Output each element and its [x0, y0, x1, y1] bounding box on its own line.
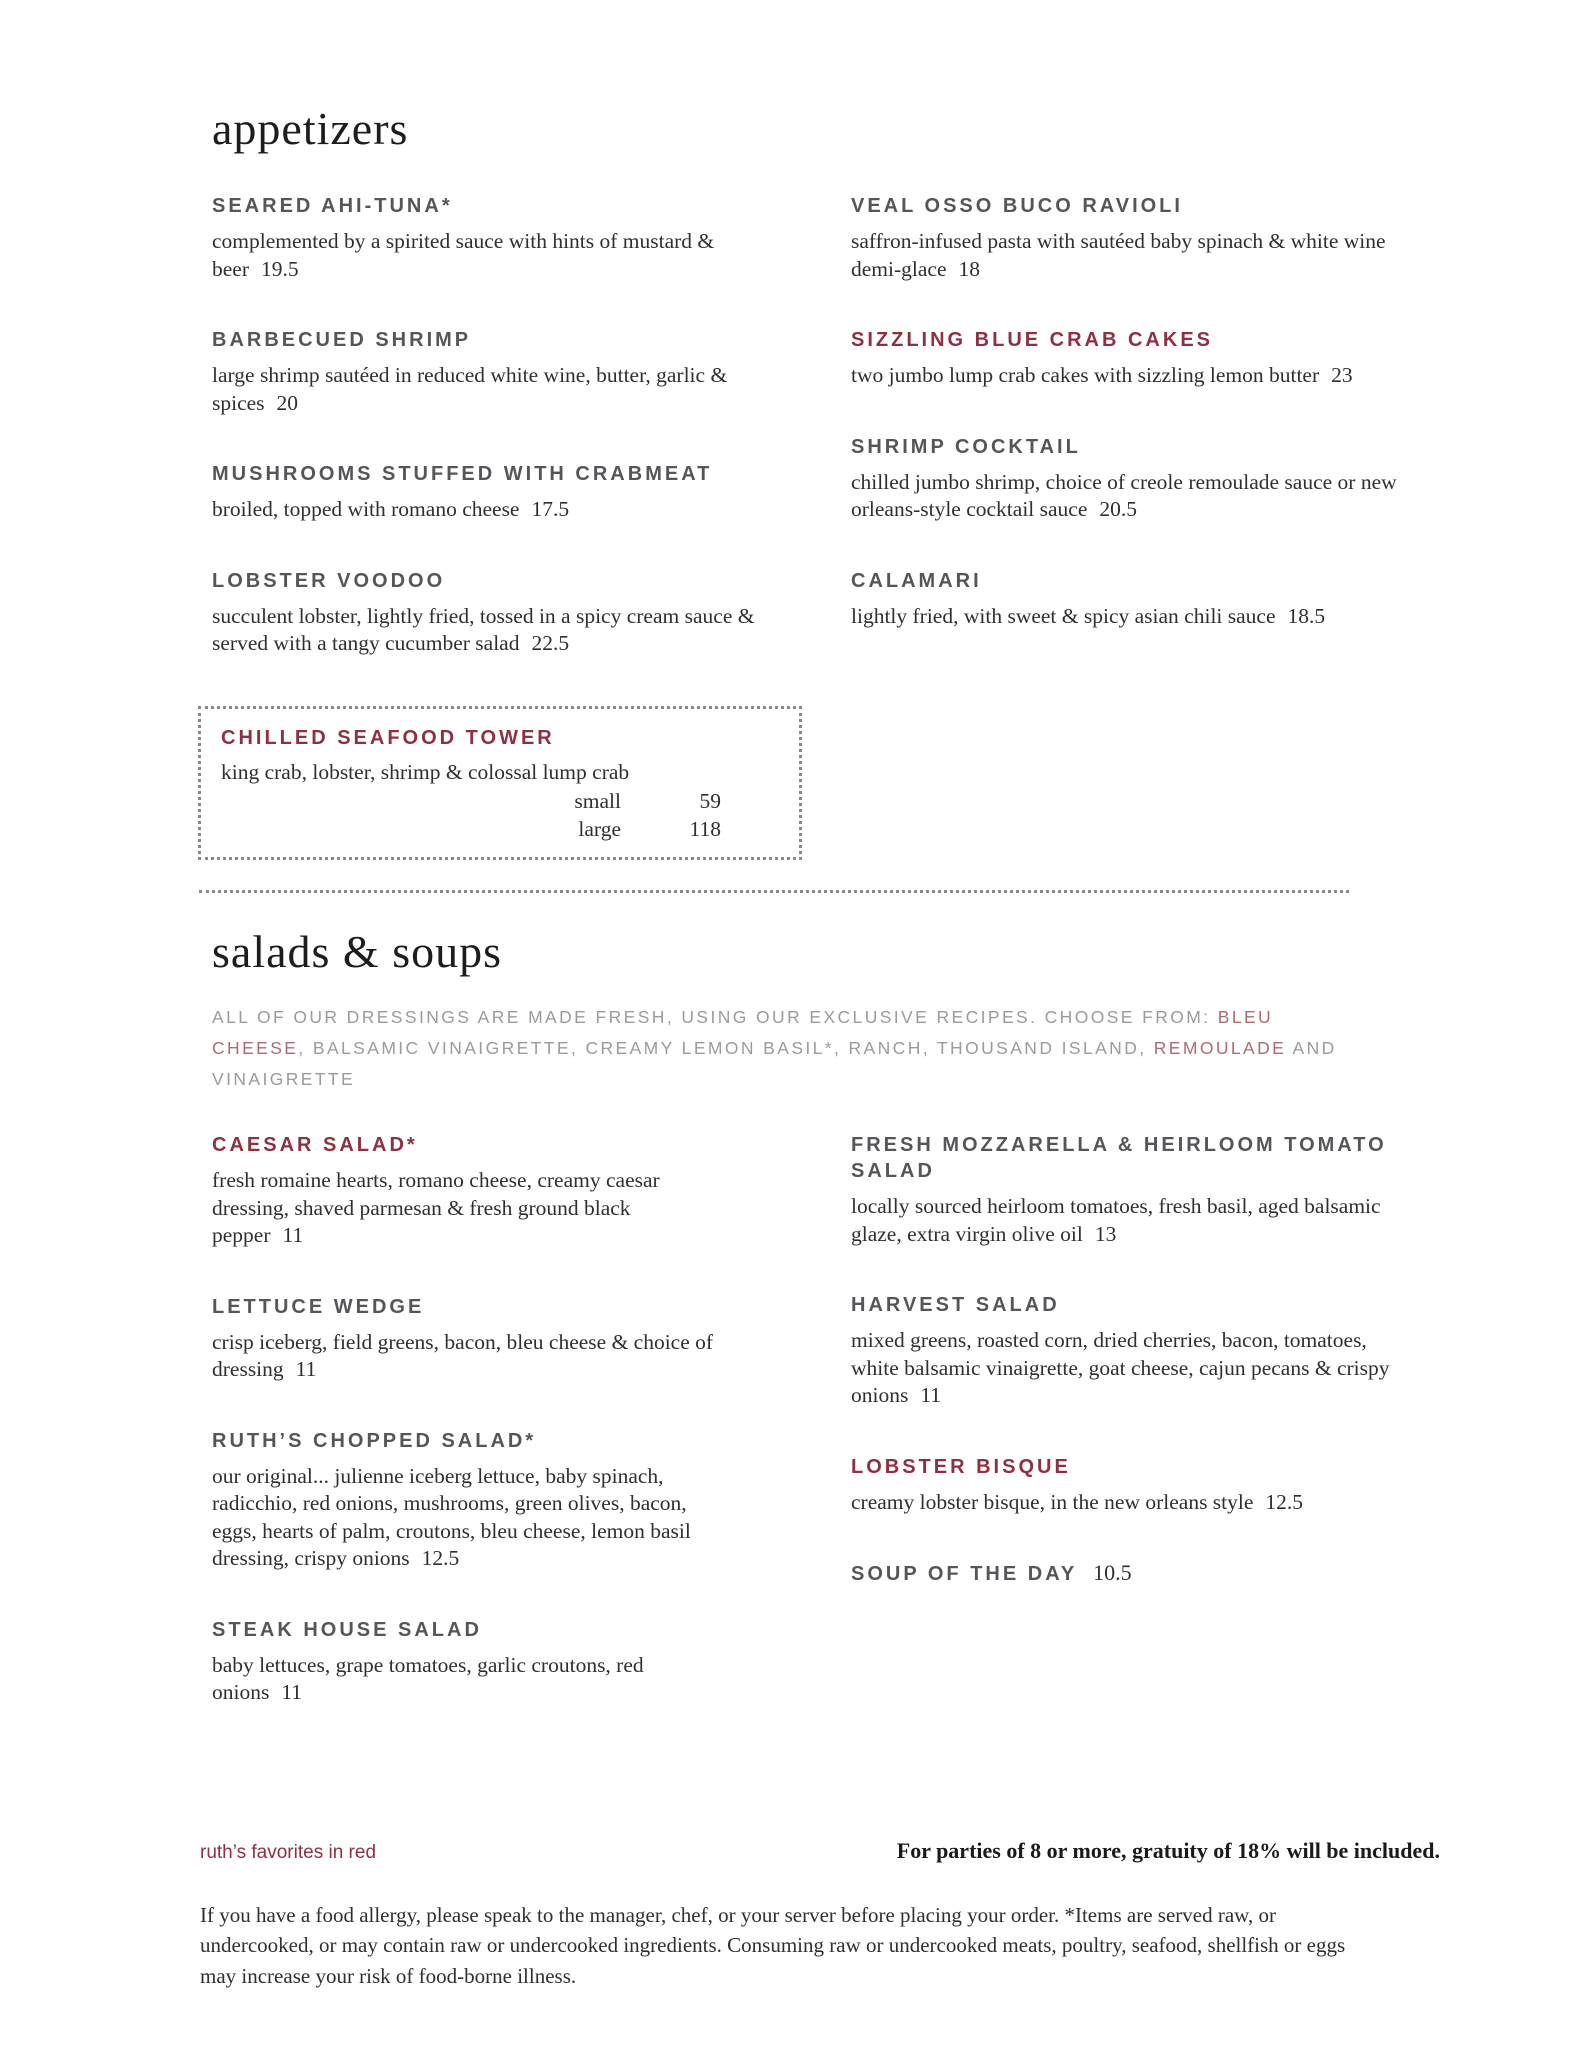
dressings-text: , BALSAMIC VINAIGRETTE, CREAMY LEMON BASIL*, RANCH, THOUSAND ISLAND, — [298, 1037, 1154, 1058]
item-name: SHRIMP COCKTAIL — [851, 435, 1081, 458]
item-desc-text: crisp iceberg, field greens, bacon, bleu cheese & choice of dressing — [212, 1329, 714, 1382]
item-description — [851, 469, 1413, 524]
item-desc-text: lightly fried, with sweet & spicy asian chili sauce — [851, 603, 1276, 628]
item-price: 20.5 — [1099, 497, 1138, 522]
section-divider — [199, 890, 1349, 893]
tower-option-small — [221, 787, 779, 815]
item-name: STEAK HOUSE SALAD — [212, 1618, 482, 1641]
menu-item-caesar-salad — [212, 1132, 790, 1250]
item-price: 22.5 — [531, 631, 570, 656]
allergy-disclaimer: If you have a food allergy, please speak to the manager, chef, or your server before placing your order. *Items are served raw, or undercooked, or may contain raw or undercooked ingredients. Consuming raw or undercooked meats, poultry, seafood, shellfish or eggs may increase your risk of food-borne illness. — [200, 1903, 1346, 1988]
tower-size-label: large — [578, 816, 621, 841]
item-description — [212, 1329, 720, 1384]
item-description — [851, 1193, 1413, 1248]
salads-left-column — [212, 1132, 790, 1751]
item-price: 20 — [276, 390, 299, 415]
item-desc-text: complemented by a spirited sauce with hints of mustard & beer — [212, 229, 715, 281]
menu-item-lobster-bisque — [851, 1454, 1429, 1517]
item-desc-text: mixed greens, roasted corn, dried cherries, bacon, tomatoes, white balsamic vinaigrette, goat cheese, cajun pecans & crispy onions — [851, 1328, 1390, 1408]
item-price: 11 — [281, 1680, 303, 1705]
item-name: VEAL OSSO BUCO RAVIOLI — [851, 195, 1183, 217]
tower-price: 59 — [699, 788, 721, 813]
item-description: king crab, lobster, shrimp & colossal lump crab — [221, 759, 630, 784]
item-description — [212, 228, 774, 283]
item-desc-text: baby lettuces, grape tomatoes, garlic croutons, red onions — [212, 1652, 644, 1705]
salads-right-column — [851, 1132, 1429, 1751]
item-description — [851, 1489, 1413, 1517]
item-price: 17.5 — [531, 497, 570, 522]
dressing-remoulade: REMOULADE — [1153, 1037, 1287, 1058]
item-description — [212, 1463, 720, 1573]
menu-item-seared-ahi-tuna — [212, 193, 790, 283]
footer-row — [200, 1838, 1440, 1864]
item-desc-text: chilled jumbo shrimp, choice of creole remoulade sauce or new orleans-style cocktail sauce — [851, 469, 1397, 522]
item-description — [212, 603, 774, 658]
item-name: MUSHROOMS STUFFED WITH CRABMEAT — [212, 463, 713, 486]
item-name: RUTH’S CHOPPED SALAD* — [212, 1429, 537, 1452]
dressing-bleu-cheese: BLEU CHEESE — [212, 1007, 1274, 1058]
item-name-featured: SIZZLING BLUE CRAB CAKES — [851, 329, 1213, 352]
menu-item-harvest-salad — [851, 1292, 1429, 1410]
menu-item-soup-of-the-day — [851, 1560, 1429, 1587]
item-name-featured: LOBSTER BISQUE — [851, 1455, 1071, 1478]
dressings-text: AND VINAIGRETTE — [212, 1037, 1337, 1089]
section-title-salads-soups: salads & soups — [212, 926, 502, 978]
menu-item-ruths-chopped-salad — [212, 1428, 790, 1573]
item-price: 12.5 — [1265, 1489, 1304, 1514]
tower-size-label: small — [574, 788, 621, 813]
item-name: LETTUCE WEDGE — [212, 1295, 425, 1318]
item-name-featured: CAESAR SALAD* — [212, 1134, 418, 1157]
item-name: HARVEST SALAD — [851, 1294, 1060, 1317]
menu-item-veal-osso-buco-ravioli — [851, 193, 1429, 283]
appetizers-columns — [212, 193, 1440, 702]
menu-item-fresh-mozzarella-heirloom-tomato-salad — [851, 1132, 1429, 1248]
chilled-seafood-tower-box — [198, 706, 802, 861]
item-price: 11 — [295, 1357, 317, 1382]
section-title-appetizers: appetizers — [212, 103, 409, 154]
dressings-text: ALL OF OUR DRESSINGS ARE MADE FRESH, USING OUR EXCLUSIVE RECIPES. CHOOSE FROM: — [212, 1007, 1218, 1028]
item-price: 13 — [1094, 1221, 1117, 1246]
item-price: 11 — [282, 1223, 304, 1248]
item-description — [212, 362, 774, 417]
item-name: SEARED AHI-TUNA* — [212, 195, 453, 217]
item-desc-text: creamy lobster bisque, in the new orleans style — [851, 1489, 1254, 1514]
item-name: CALAMARI — [851, 569, 982, 592]
favorites-note: ruth’s favorites in red — [200, 1842, 377, 1863]
item-description — [851, 603, 1413, 631]
item-desc-text: saffron-infused pasta with sautéed baby spinach & white wine demi-glace — [851, 229, 1386, 281]
item-price: 10.5 — [1093, 1560, 1132, 1586]
item-description — [212, 496, 774, 524]
item-desc-text: succulent lobster, lightly fried, tossed in a spicy cream sauce & served with a tangy cucumber salad — [212, 603, 755, 656]
item-description — [212, 1652, 720, 1707]
item-name: SOUP OF THE DAY — [851, 1563, 1078, 1586]
item-desc-text: two jumbo lump crab cakes with sizzling lemon butter — [851, 363, 1320, 388]
item-desc-text: broiled, topped with romano cheese — [212, 497, 520, 522]
item-description — [851, 1327, 1413, 1410]
item-name: FRESH MOZZARELLA & HEIRLOOM TOMATO SALAD — [851, 1134, 1387, 1183]
menu-item-steak-house-salad — [212, 1617, 790, 1707]
item-name: LOBSTER VOODOO — [212, 569, 446, 592]
menu-item-lobster-voodoo — [212, 568, 790, 658]
appetizers-left-column — [212, 193, 790, 702]
menu-item-shrimp-cocktail — [851, 434, 1429, 524]
tower-option-large — [221, 815, 779, 843]
item-price: 18.5 — [1287, 603, 1326, 628]
item-price: 18 — [958, 256, 981, 281]
gratuity-note: For parties of 8 or more, gratuity of 18% will be included. — [896, 1838, 1440, 1863]
item-desc-text: our original... julienne iceberg lettuce, baby spinach, radicchio, red onions, mushrooms, green olives, bacon, eggs, hearts of palm, croutons, bleu cheese, lemon basil dressing, crispy onions — [212, 1463, 691, 1571]
dressings-note — [212, 1002, 1342, 1094]
menu-item-sizzling-blue-crab-cakes — [851, 327, 1429, 390]
item-description — [851, 362, 1413, 390]
item-desc-text: fresh romaine hearts, romano cheese, creamy caesar dressing, shaved parmesan & fresh ground black pepper — [212, 1168, 660, 1248]
item-price: 12.5 — [421, 1546, 460, 1571]
item-description — [212, 1167, 720, 1250]
salads-columns — [212, 1132, 1440, 1751]
item-name: BARBECUED SHRIMP — [212, 329, 472, 352]
item-price: 19.5 — [261, 256, 299, 281]
menu-item-lettuce-wedge — [212, 1294, 790, 1384]
menu-item-barbecued-shrimp — [212, 327, 790, 417]
item-desc-text: large shrimp sautéed in reduced white wine, butter, garlic & spices — [212, 363, 728, 415]
item-name-featured: CHILLED SEAFOOD TOWER — [221, 726, 555, 749]
appetizers-right-column — [851, 193, 1429, 702]
item-description — [851, 228, 1413, 283]
item-price: 11 — [920, 1383, 942, 1408]
menu-item-calamari — [851, 568, 1429, 631]
tower-price: 118 — [689, 816, 721, 841]
item-price: 23 — [1331, 363, 1353, 388]
menu-item-mushrooms-stuffed-with-crabmeat — [212, 461, 790, 524]
item-desc-text: locally sourced heirloom tomatoes, fresh basil, aged balsamic glaze, extra virgin olive oil — [851, 1194, 1381, 1246]
